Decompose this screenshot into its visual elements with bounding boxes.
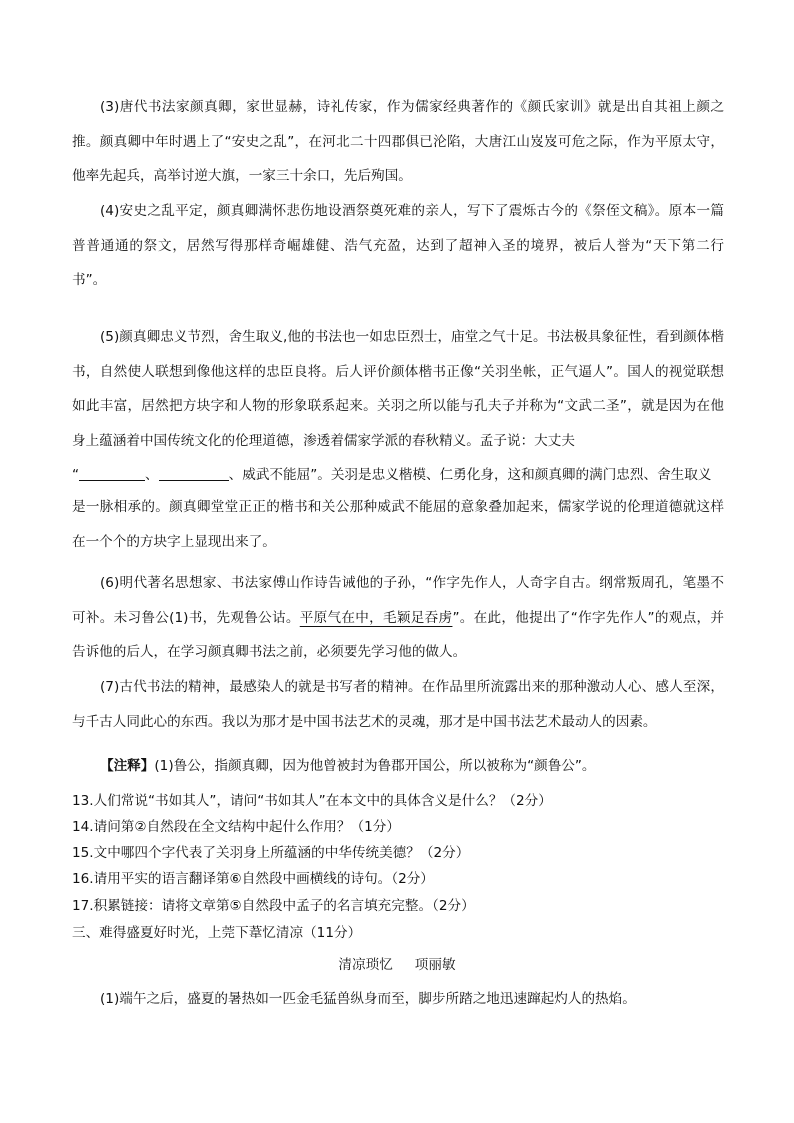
question-16: 16.请用平实的语言翻译第⑥自然段中画横线的诗句。（2分） bbox=[72, 871, 434, 887]
article-title-line bbox=[0, 953, 794, 978]
question-13: 13.人们常说“书如其人”，请问“书如其人”在本文中的具体含义是什么？（2分） bbox=[72, 793, 552, 809]
paragraph-5-blanks-line bbox=[72, 463, 732, 488]
paragraph-3: (3)唐代书法家颜真卿，家世显赫，诗礼传家，作为儒家经典著作的《颜氏家训》就是出自其祖上颜之推。颜真卿中年时遇上了“安史之乱”，在河北二十四郡俱已沦陷，大唐江山岌岌可危之际，作为平原太守，他率先起兵，高举讨逆大旗，一家三十余口，先后殉国。 bbox=[72, 99, 724, 184]
question-15: 15.文中哪四个字代表了关羽身上所蕴涵的中华传统美德？（2分） bbox=[72, 845, 470, 861]
section-heading: 三、难得盛夏好时光，上莞下葦忆清凉（11分） bbox=[72, 925, 362, 941]
paragraph-4: (4)安史之乱平定，颜真卿满怀悲伤地设酒祭奠死难的亲人，写下了震烁古今的《祭侄文稿》。原本一篇普普通通的祭文，居然写得那样奇崛雄健、浩气充盈，达到了超神入圣的境界，被后人誉为“天下第二行书”。 bbox=[72, 203, 724, 288]
underlined-verse: 平原气在中，毛颖足吞虏 bbox=[299, 609, 453, 626]
paragraph-7: (7)古代书法的精神，最感染人的就是书写者的精神。在作品里所流露出来的那种激动人心、感人至深，与千古人同此心的东西。我以为那才是中国书法艺术的灵魂，那才是中国书法艺术最动人的因素。 bbox=[72, 679, 724, 730]
article-author: 项丽敏 bbox=[414, 957, 456, 973]
paragraph-6-text-b: ”。在此，他提出了“作字先作人”的观点，并告诉他的后人，在学习颜真卿书法之前，必须要先学习他的做人。 bbox=[72, 609, 724, 660]
article-title: 清凉琐忆 bbox=[338, 957, 393, 973]
annotation bbox=[100, 754, 596, 779]
paragraph-6 bbox=[72, 566, 724, 670]
annotation-text: (1)鲁公，指颜真卿，因为他曾被封为鲁郡开国公，所以被称为“颜鲁公”。 bbox=[154, 758, 596, 774]
paragraph-5-part3: 是一脉相承的。颜真卿堂堂正正的楷书和关公那种威武不能屈的意象叠加起来，儒家学说的伦理道德就这样在一个个的方块字上显现出来了。 bbox=[72, 499, 724, 550]
paragraph-5-rest: 、威武不能屈”。关羽是忠义楷模、仁勇化身，这和颜真卿的满门忠烈、舍生取义 bbox=[228, 467, 712, 483]
blank-separator: 、 bbox=[145, 467, 159, 483]
paragraph-6-text-a: (6)明代著名思想家、书法家傅山作诗告诫他的子孙，“作字先作人，人奇字自古。纲常叛周孔，笔墨不可补。未习鲁公(1)书，先观鲁公诂。 bbox=[72, 575, 724, 626]
annotation-label: 【注释】 bbox=[100, 758, 155, 774]
paragraph-5-part1: (5)颜真卿忠义节烈，舍生取义,他的书法也一如忠臣烈士，庙堂之气十足。书法极具象征性，看到颜体楷书，自然使人联想到像他这样的忠臣良将。后人评价颜体楷书正像“关羽坐帐，正气逼人”。国人的视觉联想如此丰富，居然把方块字和人物的形象联系起来。关羽之所以能与孔夫子并称为“文武二圣”，就是因为在他身上蕴涵着中国传统文化的伦理道德，渗透着儒家学派的春秋精义。孟子说：大丈夫 bbox=[72, 329, 724, 449]
fill-blank-1[interactable] bbox=[79, 466, 145, 481]
question-17: 17.积累链接：请将文章第⑤自然段中孟子的名言填充完整。（2分） bbox=[72, 898, 475, 914]
article-paragraph-1: (1)端午之后，盛夏的暑热如一匹金毛猛兽纵身而至，脚步所踏之地迅速蹿起灼人的热焰。 bbox=[100, 991, 636, 1007]
question-14: 14.请问第②自然段在全文结构中起什么作用？（1分） bbox=[72, 819, 400, 835]
open-quote: “ bbox=[72, 467, 80, 483]
fill-blank-2[interactable] bbox=[159, 466, 229, 481]
